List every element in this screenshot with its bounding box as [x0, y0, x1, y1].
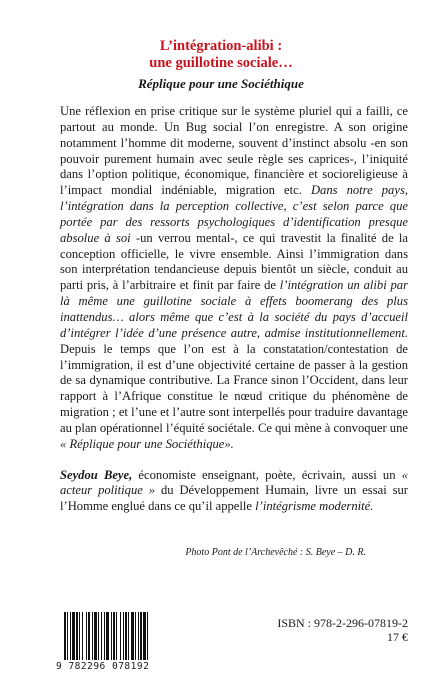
text-run: économiste enseignant, poète, écrivain, aussi un — [132, 467, 402, 482]
author-bio-paragraph — [60, 468, 408, 516]
text-run-italic: « acteur politique » — [60, 467, 408, 498]
text-run-italic: « Réplique pour une Sociéthique». — [60, 436, 234, 451]
title-line-2: une guillotine sociale… — [149, 55, 293, 71]
text-run: -un verrou mental-, ce qui travestit la finalité de la conception officielle, le vivre ensemble. Ainsi l’immigration dans son interprétation tendancieuse depuis bientôt un siècle, conduit au parti pris, à l’arbitraire et finit par faire de — [60, 230, 408, 293]
book-title — [0, 38, 442, 72]
book-subtitle: Réplique pour une Sociéthique — [138, 76, 304, 91]
text-run-italic: l’intégration un alibi par là même une guillotine sociale à effets boomerang des plus inattendus… alors même que c’est à la société du pays d’accueil d’intégrer l’idée d’une présence autre, admise institutionnellement. — [60, 278, 408, 340]
text-run-italic: l’intégrisme modernité. — [255, 499, 374, 514]
barcode-number: 9 782296 078192 — [56, 661, 160, 672]
title-line-1: L’intégration-alibi : — [159, 38, 283, 54]
synopsis-paragraph — [60, 104, 408, 453]
price: 17 € — [387, 630, 408, 644]
text-run-italic: Dans notre pays, l’intégration dans la perception collective, c’est selon parce que portée par des ressorts psychologiques d’identification presque absolue à soi — [60, 183, 408, 245]
author-name: Seydou Beye, — [60, 467, 133, 482]
text-run: du Développement Humain, livre un essai sur l’Homme englué dans ce qu’il appelle — [60, 483, 408, 514]
text-run: Une réflexion en prise critique sur le système pluriel qui a failli, ce partout au monde. Un Bug social l’on enregistre. A son origine notamment l’homme dit moderne, souvent d’instinct absolu -en son pouvoir purement humain avec seule règle ses caprices-, l’iniquité dans l’option politique, économique, financière et socioreligieuse à l’impact mondial indéniable, migration etc. — [60, 104, 408, 198]
back-cover-text — [60, 104, 408, 515]
photo-credit: Photo Pont de l’Archevêché : S. Beye – D. R. — [185, 547, 366, 558]
text-run: Depuis le temps que l’on est à la constatation/contestation de l’immigration, il est d’une objectivité certaine de passer à la gestion de sa dynamique contributive. La France sinon l’Occident, dans leur rapport à l’Afrique constitue le nœud critique du phénomène de migration ; et l’une et l’autre sont interpellés pour traduire davantage au plan opérationnel l’équité sociétale. Ce qui mène à convoquer une — [60, 341, 408, 435]
isbn: ISBN : 978-2-296-07819-2 — [277, 616, 408, 630]
